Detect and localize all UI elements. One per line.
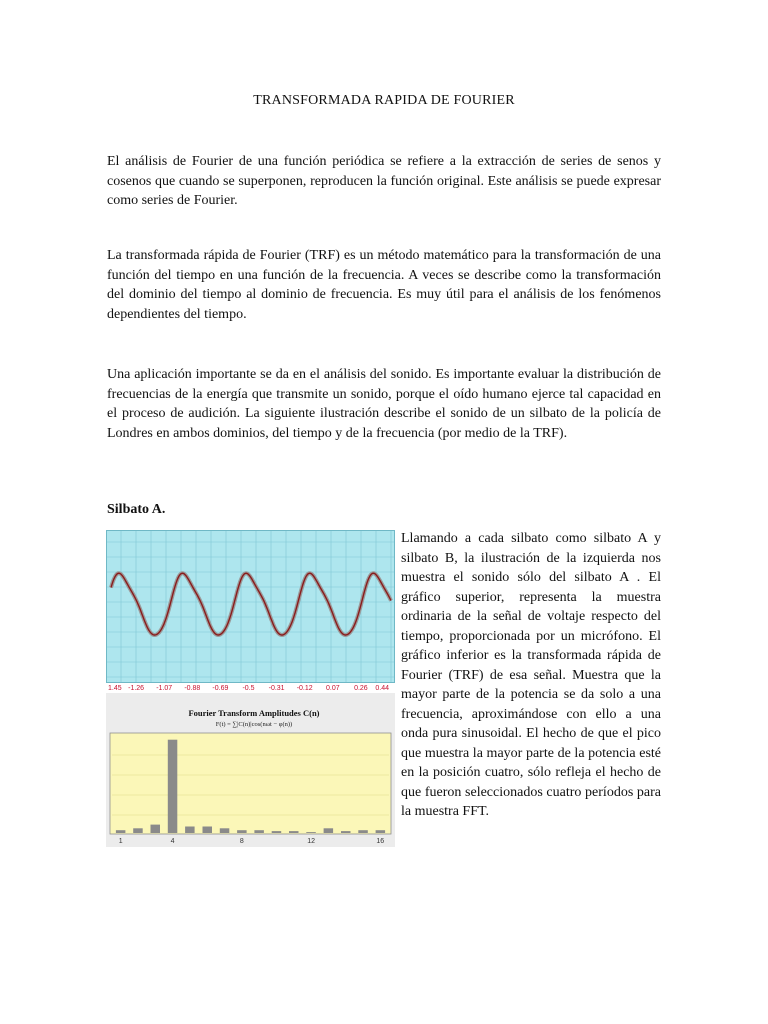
fft-formula: F(t) = ∑|C(n)|cos(nωt − φ(n)) xyxy=(215,721,293,728)
fft-bar xyxy=(289,831,299,833)
signal-x-tick-label: -0.69 xyxy=(212,685,229,692)
signal-x-tick-label: 1.45 xyxy=(108,685,122,692)
figure-svg xyxy=(106,530,395,847)
signal-x-tick-label: -0.88 xyxy=(184,685,201,692)
paragraph-sound-application: Una aplicación importante se da en el análisis del sonido. Es importante evaluar la distribución de frecuencias de la energía que transmite un sonido, porque el oído humano ejerce tal capacidad en el proceso de audición. La siguiente ilustración describe el sonido de un silbato de la policía de Londres en ambos dominios, del tiempo y de la frecuencia (por medio de la TRF). xyxy=(107,367,661,441)
fft-bar xyxy=(151,825,161,833)
fft-bar xyxy=(116,830,126,833)
whistle-figure xyxy=(106,530,395,847)
fft-bar xyxy=(358,830,368,833)
fft-plot-area xyxy=(110,733,391,834)
signal-x-tick-label: -1.07 xyxy=(156,685,173,692)
fft-x-tick-label: 12 xyxy=(307,838,315,845)
fft-bar xyxy=(220,828,230,833)
section-heading-silbato-a: Silbato A. xyxy=(107,502,166,517)
signal-x-tick-label: -1.26 xyxy=(128,685,145,692)
fft-bar xyxy=(272,831,282,833)
paragraph-fft-definition: La transformada rápida de Fourier (TRF) es un método matemático para la transformación de una función del tiempo en una función de la frecuencia. A veces se describe como la transformación del dominio del tiempo al dominio de frecuencia. Es muy útil para el análisis de los fenómenos dependientes del tiempo. xyxy=(107,248,661,322)
fft-x-tick-label: 8 xyxy=(239,838,244,845)
fft-bar xyxy=(237,830,247,833)
fft-bar xyxy=(254,830,264,833)
signal-x-tick-label: 0.26 xyxy=(354,685,368,692)
signal-x-tick-label: -0.31 xyxy=(268,685,285,692)
signal-x-tick-label: -0.12 xyxy=(296,685,313,692)
signal-x-tick-label: -0.5 xyxy=(242,685,255,692)
fft-bar xyxy=(203,827,213,834)
fft-bar xyxy=(306,832,316,833)
fft-x-tick-label: 16 xyxy=(376,838,385,845)
fft-bar xyxy=(341,831,351,833)
signal-x-tick-label: 0.07 xyxy=(325,685,340,692)
fft-x-tick-label: 1 xyxy=(118,838,123,845)
fft-bar xyxy=(185,827,195,834)
fft-bar xyxy=(133,828,143,833)
signal-x-ticks xyxy=(108,685,389,692)
page-title: TRANSFORMADA RAPIDA DE FOURIER xyxy=(253,93,515,108)
whistle-description: Llamando a cada silbato como silbato A y silbato B, la ilustración de la izquierda nos muestra el sonido sólo del silbato A . El gráfico superior, representa la muestra ordinaria de la señal de voltaje respecto del tiempo, proporcionada por un micrófono. El gráfico inferior es la transformada rápida de Fourier (TRF) de esa señal. Muestra que la mayor parte de la potencia se da solo a una frecuencia, aproximándose con ello a una onda pura sinusoidal. El hecho de que el pico que muestra la mayor parte de la potencia esté en la posición cuatro, sólo refleja el hecho de que fueron seleccionados cuatro períodos para la muestra FFT. xyxy=(401,531,661,819)
fft-x-tick-label: 4 xyxy=(170,838,175,845)
signal-plot-background xyxy=(106,530,395,682)
fft-chart-title: Fourier Transform Amplitudes C(n) xyxy=(188,708,320,718)
signal-x-tick-label: 0.44 xyxy=(375,685,389,692)
fft-bar xyxy=(376,830,386,833)
fft-bar xyxy=(168,740,178,833)
fft-bar xyxy=(324,828,334,833)
paragraph-fourier-analysis: El análisis de Fourier de una función periódica se refiere a la extracción de series de senos y cosenos que cuando se superponen, reproducen la función original. Este análisis se puede expresar como series de Fourier. xyxy=(107,154,661,208)
